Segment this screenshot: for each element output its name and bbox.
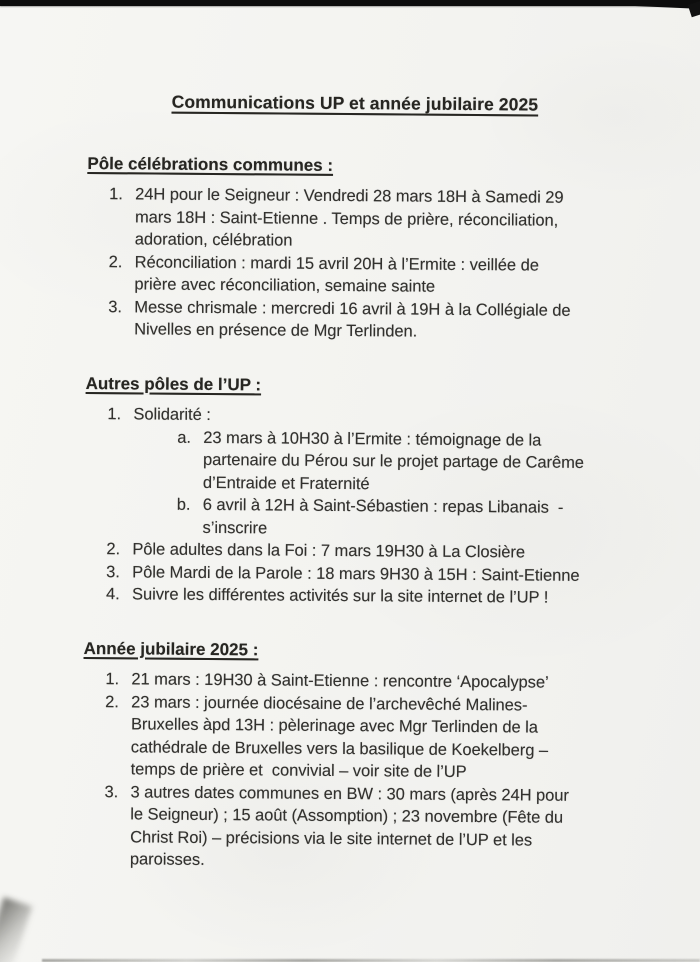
- list-item-text: Suivre les différentes activités sur la site internet de l’UP !: [131, 585, 549, 607]
- list-item-text: Pôle adultes dans la Foi : 7 mars 19H30 à La Closière: [132, 540, 526, 562]
- document-content: [82, 90, 622, 907]
- numbered-list: [86, 183, 621, 345]
- section-heading-annee-jubilaire: Année jubilaire 2025 :: [83, 638, 259, 659]
- list-item-marker: 4.: [105, 585, 120, 604]
- list-item-text: 21 mars : 19H30 à Saint-Etienne : rencontre ‘Apocalypse’: [131, 670, 549, 692]
- list-item-marker: 2.: [105, 692, 119, 711]
- list-item-text: Pôle Mardi de la Parole : 18 mars 9H30 à 15H : Saint-Etienne: [132, 562, 580, 585]
- list-item-marker: 2.: [108, 252, 123, 271]
- list-item: [108, 251, 620, 300]
- sublist-item-marker: a.: [177, 428, 192, 447]
- list-item-text: Réconciliation : mardi 15 avril 20H à l’Ermite : veillée de prière avec réconciliation, semaine sainte: [134, 252, 539, 296]
- list-item: [106, 403, 619, 542]
- scan-corner-smudge-artifact: [0, 897, 32, 962]
- sublist-item-marker: b.: [176, 495, 191, 514]
- section-autres-poles: [84, 372, 620, 609]
- list-item: [108, 296, 620, 345]
- section-heading-celebrations: Pôle célébrations communes :: [87, 153, 334, 175]
- list-item-block: [132, 403, 619, 542]
- list-item-marker: 3.: [106, 562, 120, 581]
- list-item-marker: 1.: [105, 670, 120, 689]
- list-item-marker: 3.: [108, 297, 123, 316]
- list-item-text: Messe chrismale : mercredi 16 avril à 19H à la Collégiale de Nivelles en présence de Mgr Terlinden.: [134, 297, 571, 341]
- list-item-text: 23 mars : journée diocésaine de l’archevêché Malines- Bruxelles àpd 13H : pèlerinage avec Mgr Terlinden de la cathédrale de Bruxelles vers la basilique de Koekelberg – temps de prière et convivial – voir site de l’UP: [130, 692, 549, 781]
- sublist-item-text: 6 avril à 12H à Saint-Sébastien : repas Libanais - s’inscrire: [202, 495, 564, 537]
- list-item-marker: 3.: [104, 782, 119, 801]
- sublist-item: [176, 494, 618, 542]
- scan-top-right-edge-artifact: [609, 0, 700, 9]
- numbered-list: [84, 403, 620, 610]
- section-heading-autres-poles: Autres pôles de l’UP :: [85, 373, 262, 394]
- section-poles-celebrations: [86, 152, 621, 344]
- list-item-text: 24H pour le Seigneur : Vendredi 28 mars 18H à Samedi 29 mars 18H : Saint-Etienne . Temps de prière, réconciliation, adoration, célébration: [134, 185, 564, 250]
- list-item-marker: 1.: [109, 185, 123, 204]
- lettered-sublist: [176, 426, 619, 542]
- list-item-marker: 2.: [106, 540, 121, 559]
- sublist-item: [177, 426, 620, 497]
- document-title: Communications UP et année jubilaire 2025: [171, 91, 539, 115]
- list-item: [106, 583, 618, 610]
- list-item-text: 3 autres dates communes en BW : 30 mars (après 24H pour le Seigneur) ; 15 août (Assomption) ; 23 novembre (Fête du Christ Roi) – précisions via le site internet de l’UP et les paroisses.: [129, 782, 569, 869]
- list-item-marker: 1.: [107, 405, 122, 424]
- list-item: [104, 781, 617, 875]
- section-annee-jubilaire: [82, 637, 618, 874]
- list-item-text: Solidarité :: [133, 405, 211, 424]
- sublist-item-text: 23 mars à 10H30 à l’Ermite : témoignage de la partenaire du Pérou sur le projet partage de Carême d’Entraide et Fraternité: [202, 428, 585, 493]
- numbered-list: [82, 668, 618, 875]
- list-item: [105, 691, 618, 785]
- list-item: [109, 183, 622, 255]
- scan-top-edge-artifact: [0, 0, 700, 6]
